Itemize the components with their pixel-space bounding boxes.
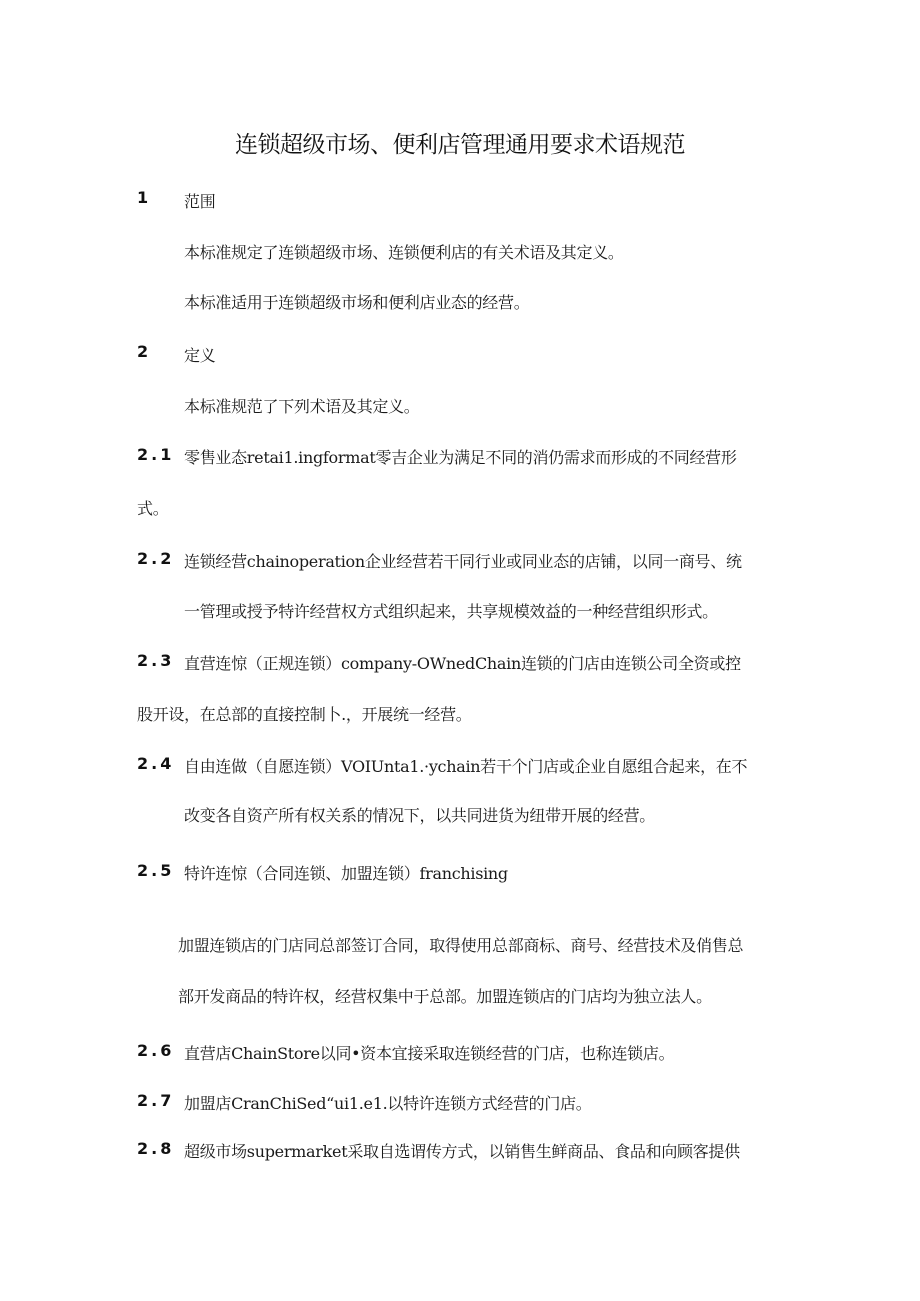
section-number: 2 [137,342,152,361]
paragraph: 本标准适用于连锁超级市场和便利店业态的经营。 [184,293,530,312]
paragraph: 本标准规定了连锁超级市场、连锁便利店的有关术语及其定义。 [184,243,624,262]
clause-text: 连锁经营chainoperation企业经营若干同行业或同业态的店铺，以同一商号、统 [184,552,742,571]
clause-number: 2.4 [137,754,175,773]
clause-paragraph: 部开发商品的特许权，经营权集中于总部。加盟连锁店的门店均为独立法人。 [178,987,712,1006]
clause-text-continued: 股开设，在总部的直接控制卜.，开展统一经营。 [137,705,472,724]
clause-text: 特许连惊（合同连锁、加盟连锁）franchising [184,864,508,883]
clause-text: 直营店ChainStore以同•资本宜接采取连锁经营的门店，也称连锁店。 [184,1044,675,1063]
clause-text: 加盟店CranChiSed“ui1.e1.以特许连锁方式经营的门店。 [184,1094,592,1113]
clause-text: 自由连做（自愿连锁）VOIUnta1.·ychain若干个门店或企业自愿组合起来，在不 [184,757,748,776]
section-heading: 定义 [184,346,216,365]
clause-text-continued: 一管理或授予特许经营权方式组织起来，共享规模效益的一种经营组织形式。 [184,602,718,621]
document-title: 连锁超级市场、便利店管理通用要求术语规范 [235,132,685,158]
clause-text-continued: 式。 [137,499,169,518]
clause-number: 2.8 [137,1139,175,1158]
clause-number: 2.6 [137,1041,175,1060]
clause-number: 2.3 [137,651,175,670]
clause-number: 2.2 [137,549,175,568]
section-number: 1 [137,188,152,207]
clause-text: 超级市场supermarket采取自选谓传方式，以销售生鲜商品、食品和向顾客提供 [184,1142,740,1161]
paragraph: 本标准规范了下列术语及其定义。 [184,397,420,416]
clause-number: 2.1 [137,445,175,464]
clause-number: 2.7 [137,1091,175,1110]
clause-text: 直营连惊（正规连锁）company-OWnedChain连锁的门店由连锁公司全资或控 [184,654,741,673]
clause-paragraph: 加盟连锁店的门店同总部签订合同，取得使用总部商标、商号、经营技术及俏售总 [178,936,744,955]
clause-text: 零售业态retai1.ingformat零吉企业为满足不同的消仍需求而形成的不同经营形 [184,448,737,467]
clause-number: 2.5 [137,861,175,880]
section-heading: 范围 [184,192,216,211]
clause-text-continued: 改变各自资产所有权关系的情况下，以共同进货为纽带开展的经营。 [184,806,656,825]
